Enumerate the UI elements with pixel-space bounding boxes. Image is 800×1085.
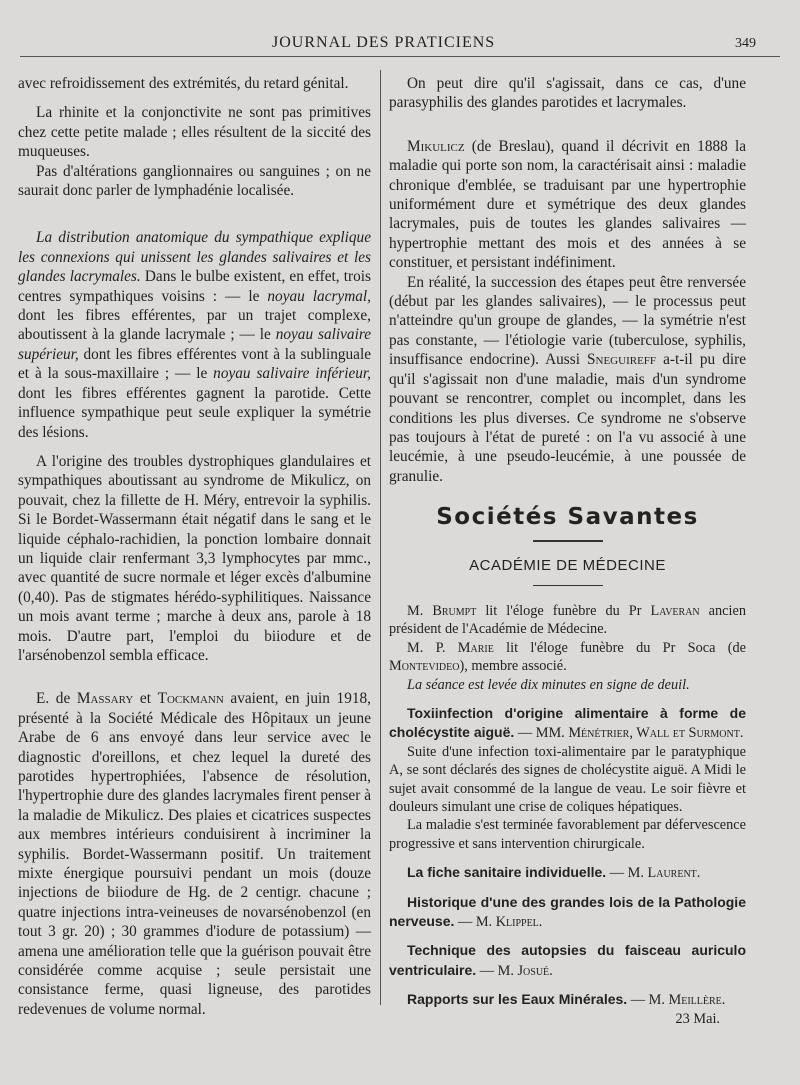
entry: Historique d'une des grandes lois de la Pathologie nerveuse. — M. Klippel. xyxy=(389,893,746,931)
running-title: JOURNAL DES PRATICIENS xyxy=(272,34,496,51)
paragraph: M. Brumpt lit l'éloge funèbre du Pr Laveran ancien président de l'Académie de Médecine. xyxy=(389,602,746,638)
section-title: Sociétés Savantes xyxy=(436,504,699,531)
entry-title: Rapports sur les Eaux Minérales. xyxy=(407,991,628,1008)
paragraph: La séance est levée dix minutes en signe de deuil. xyxy=(407,676,690,693)
page-header xyxy=(0,34,800,56)
page-number: 349 xyxy=(735,36,756,51)
paragraph: A l'origine des troubles dystrophiques glandulaires et sympathiques aboutissant au syndrome de Mikulicz, on pouvait, chez la fillette de H. Méry, entrevoir la syphilis. Si le Bordet-Wassermann était négatif dans le sang et le liquide céphalo-rachidien, la ponction lombaire donnait un liquide clair renfermant 3,3 lymphocytes par mmc., avec quantité de sucre normale et léger excès d'albumine (0,40). Pas de stigmates hérédo-syphilitiques. Naissance un mois avant terme ; marche à deux ans, parole à 18 mois. D'autre part, l'emploi du biiodure et de l'arsénobenzol sembla efficace. xyxy=(18,452,371,664)
paragraph-mikulicz: Mikulicz (de Breslau), quand il décrivit en 1888 la maladie qui porte son nom, la caractérisait ainsi : maladie chronique d'emblée, se traduisant par une hypertrophie uniformément dure et symétrique des deux glandes lacrymales, puis de toutes les glandes salivaires — hypertrophie mettant des mois et des années à se constituer, et persistant indéfiniment. xyxy=(389,137,746,272)
paragraph: avec refroidissement des extrémités, du retard génital. xyxy=(18,75,349,92)
author-name: Mikulicz xyxy=(407,137,465,155)
paragraph: En réalité, la succession des étapes peut être renversée (début par les glandes salivaires), — le processus peut n'atteindre qu'un groupe de glandes, — la symétrie n'est pas constante, — l'étiologie varie (tuberculose, syphilis, insuffisance endocrine). Aussi Sneguireff a-t-il pu dire qu'il s'agissait non d'une maladie, mais d'un syndrome pouvant se rencontrer, complet ou incomplet, dans les conditions les plus diverses. Ce syndrome ne s'observe pas toujours à l'état de pureté : on l'a vu associé à une leucémie, à une pseudo-leucémie, à une poussée de granulie. xyxy=(389,273,746,485)
paragraph: Suite d'une infection toxi-alimentaire par le paratyphique A, se sont déclarés des signes de cholécystite aiguë. A Midi le sujet avait consommé de la langue de veau. Le soir fièvre et douleurs simulant une crise de coliques hépatiques. xyxy=(389,743,746,815)
date-signature: 23 Mai. xyxy=(675,1010,720,1027)
sub-title-rule xyxy=(533,585,603,586)
entry-title: La fiche sanitaire individuelle. xyxy=(407,864,607,881)
entry-authors: Klippel. xyxy=(495,914,543,931)
paragraph: M. P. Marie lit l'éloge funèbre du Pr Soca (de Montevideo), membre associé. xyxy=(389,639,746,675)
entry-title: Technique des autopsies du faisceau auriculo ventriculaire. xyxy=(389,942,746,978)
entry-authors: Meillère. xyxy=(668,992,726,1009)
seance-report xyxy=(389,602,746,1028)
entry: La fiche sanitaire individuelle. — M. Laurent. xyxy=(407,864,701,882)
entry: Technique des autopsies du faisceau auriculo ventriculaire. — M. Josué. xyxy=(389,942,746,979)
author-name: Tockmann xyxy=(157,690,224,708)
entry-authors: Josué. xyxy=(517,962,553,979)
paragraph: On peut dire qu'il s'agissait, dans ce cas, d'une parasyphilis des glandes parotides et lacrymales. xyxy=(389,75,746,112)
entry: Rapports sur les Eaux Minérales. — M. Meillère. xyxy=(407,991,726,1009)
column-divider xyxy=(380,70,381,1005)
italic-lead: La distribution anatomique du sympathique explique les connexions qui unissent les glandes salivaires et les glandes lacrymales. xyxy=(18,229,371,286)
header-rule xyxy=(20,56,780,57)
paragraph: La rhinite et la conjonctivite ne sont pas primitives chez cette petite malade ; elles résultent de la siccité des muqueuses. xyxy=(18,104,371,161)
paragraph-sympathique: La distribution anatomique du sympathique explique les connexions qui unissent les glandes salivaires et les glandes lacrymales. Dans le bulbe existent, en effet, trois centres sympathiques voisins : — le noyau lacrymal, dont les fibres efférentes, par un trajet complexe, aboutissent à la glande lacrymale ; — le noyau salivaire supérieur, dont les fibres efférentes vont à la sublinguale et à la sous-maxillaire ; — le noyau salivaire inférieur, dont les fibres efférentes gagnent la parotide. Cette influence sympathique peut seule expliquer la symétrie des lésions. xyxy=(18,229,372,441)
entry-authors: Ménétrier, Wall et Surmont. xyxy=(568,725,744,742)
paragraph: Pas d'altérations ganglionnaires ou sanguines ; on ne saurait donc parler de lymphadénie localisée. xyxy=(18,162,371,200)
entry-authors: Laurent. xyxy=(647,865,701,882)
entry-title: Toxiinfection d'origine alimentaire à forme de cholécystite aiguë. xyxy=(389,704,746,741)
paragraph: La maladie s'est terminée favorablement par défervescence progressive et sans intervention chirurgicale. xyxy=(389,817,746,852)
sub-title: ACADÉMIE DE MÉDECINE xyxy=(469,556,666,574)
paragraph-massary: E. de Massary et Tockmann avaient, en juin 1918, présenté à la Société Médicale des Hôpitaux un jeune Arabe de 6 ans envoyé dans leur service avec le diagnostic d'oreillons, et chez lequel la dureté des parotides hypertrophiées, l'absence de résolution, l'hypertrophie dure des glandes lacrymales firent penser à la maladie de Mikulicz. Des plaies et cicatrices suspectes aux membres intérieurs conduisirent à incriminer la syphilis. Bordet-Wassermann positif. Un traitement mixte énergique poursuivi pendant un mois (douze injections de biiodure de Hg. de 2 centigr. chacune ; quatre injections intra-veineuses de novarsénobenzol (en tout 3 gr. 20) ; 30 grammes d'iodure de potassium) — amena une amélioration telle que la guérison pouvait être considérée comme acquise ; seule persistait une consistance ferme, quasi ligneuse, des parotides redevenues de volume normal. xyxy=(18,690,371,1018)
left-column xyxy=(18,74,371,1019)
entry: Toxiinfection d'origine alimentaire à forme de cholécystite aiguë. — MM. Ménétrier, Wall et Surmont. xyxy=(389,704,746,742)
right-column xyxy=(389,74,746,1028)
section-rule xyxy=(533,540,603,542)
entry-title: Historique d'une des grandes lois de la Pathologie nerveuse. xyxy=(389,893,746,930)
author-name: Sneguireff xyxy=(587,351,657,369)
author-name: Massary xyxy=(76,690,134,708)
